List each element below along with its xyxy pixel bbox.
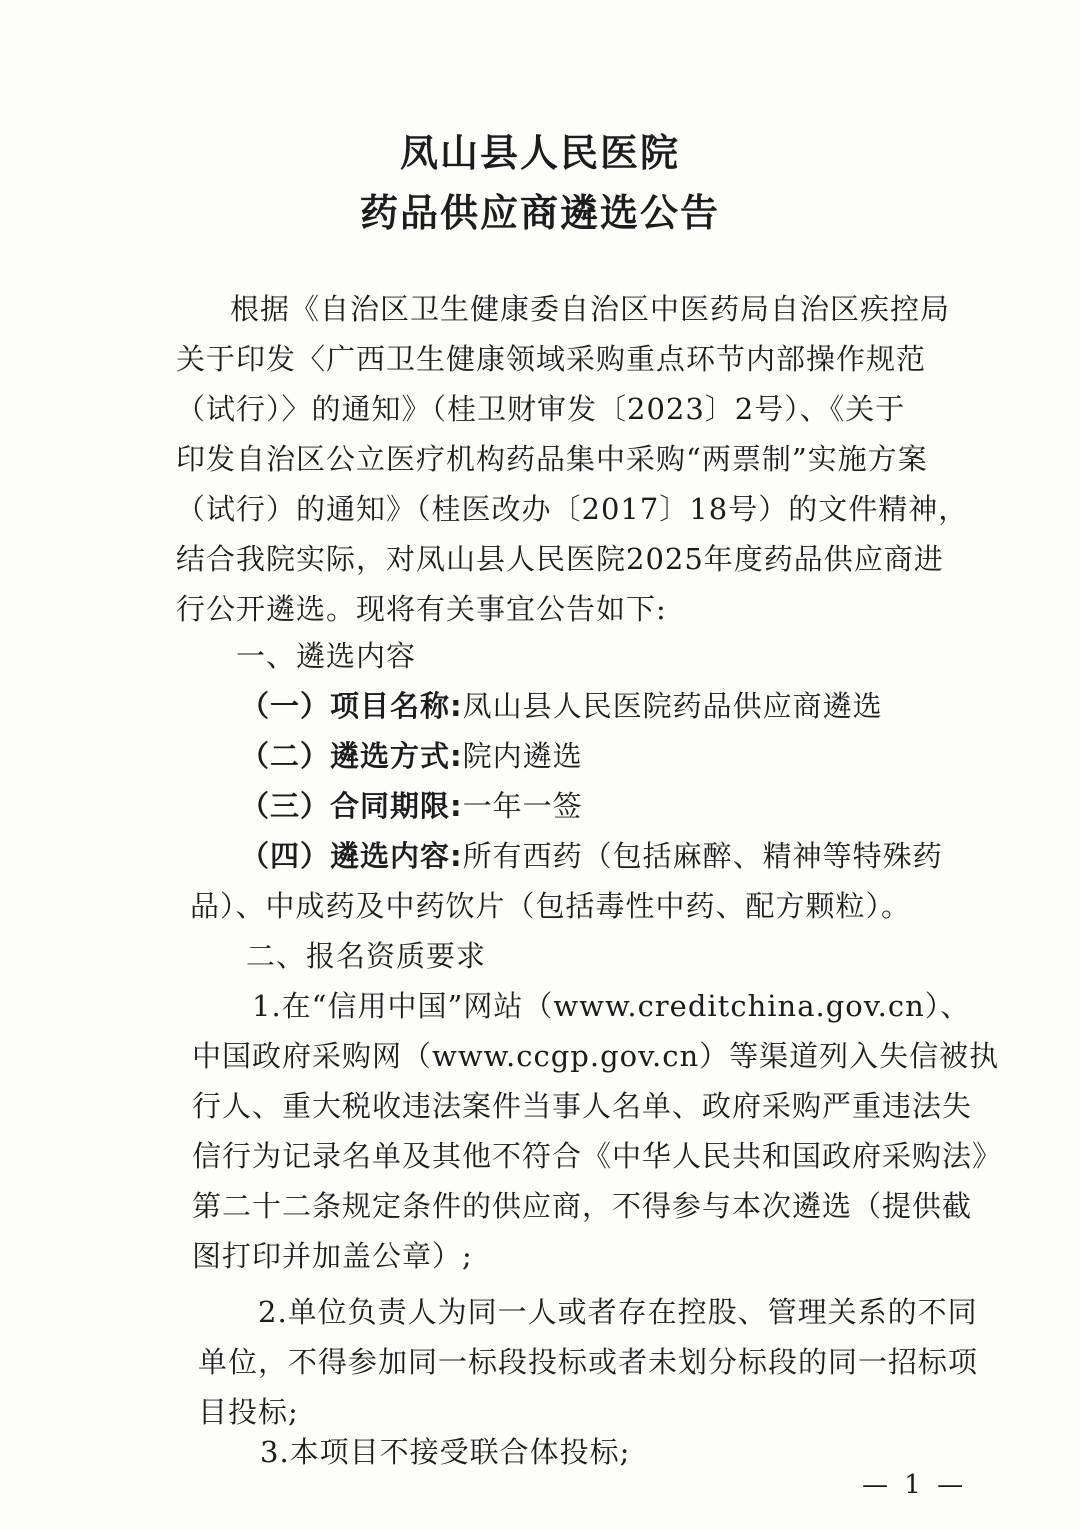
req1-line-3: 行人、重大税收违法案件当事人名单、政府采购严重违法失 (192, 1089, 973, 1123)
para1-line-6: 结合我院实际，对凤山县人民医院2025年度药品供应商进 (176, 542, 944, 576)
req1-line-5: 第二十二条规定条件的供应商，不得参与本次遴选（提供截 (192, 1189, 973, 1223)
item2-label: （二）遴选方式: (240, 739, 463, 773)
item2-value: 院内遴选 (462, 739, 583, 773)
para1-line-5: （试行）的通知》（桂医改办〔2017〕18号）的文件精神， (176, 492, 969, 526)
item1-value: 凤山县人民医院药品供应商遴选 (462, 689, 883, 723)
req3: 3.本项目不接受联合体投标; (260, 1435, 631, 1469)
req1-line-6: 图打印并加盖公章）; (192, 1239, 473, 1273)
item3 (240, 784, 583, 825)
title-line-2: 药品供应商遴选公告 (359, 191, 720, 235)
section1-heading: 一、遴选内容 (236, 639, 417, 673)
para1-line-1: 根据《自治区卫生健康委自治区中医药局自治区疾控局 (230, 292, 951, 326)
section2-heading: 二、报名资质要求 (246, 939, 487, 973)
page-number: — 1 — (862, 1470, 968, 1500)
item1-label: （一）项目名称: (240, 689, 463, 723)
req2-line-2: 单位，不得参加同一标段投标或者未划分标段的同一招标项 (198, 1345, 979, 1379)
item2 (240, 734, 583, 775)
item3-value: 一年一签 (462, 789, 583, 823)
item4-continuation: 品）、中成药及中药饮片（包括毒性中药、配方颗粒）。 (190, 889, 912, 923)
item3-label: （三）合同期限: (240, 789, 463, 823)
req2-line-1: 2.单位负责人为同一人或者存在控股、管理关系的不同 (258, 1295, 978, 1329)
item4 (240, 834, 943, 875)
para1-line-4: 印发自治区公立医疗机构药品集中采购“两票制”实施方案 (176, 442, 928, 476)
item4-value: 所有西药（包括麻醉、精神等特殊药 (462, 839, 943, 873)
para1-line-3: （试行）〉的通知》（桂卫财审发〔2023〕2号）、《关于 (176, 392, 906, 426)
para1-line-7: 行公开遴选。现将有关事宜公告如下: (176, 592, 667, 626)
req2-line-3: 目投标; (198, 1395, 299, 1429)
para1-line-2: 关于印发〈广西卫生健康领域采购重点环节内部操作规范 (176, 342, 927, 376)
title-line-1: 凤山县人民医院 (399, 131, 680, 175)
req1-line-4: 信行为记录名单及其他不符合《中华人民共和国政府采购法》 (192, 1139, 1003, 1173)
req1-line-1: 1.在“信用中国”网站（www.creditchina.gov.cn）、 (252, 989, 971, 1023)
item4-label: （四）遴选内容: (240, 839, 463, 873)
req1-line-2: 中国政府采购网（www.ccgp.gov.cn）等渠道列入失信被执 (192, 1039, 1000, 1073)
item1 (240, 684, 883, 725)
